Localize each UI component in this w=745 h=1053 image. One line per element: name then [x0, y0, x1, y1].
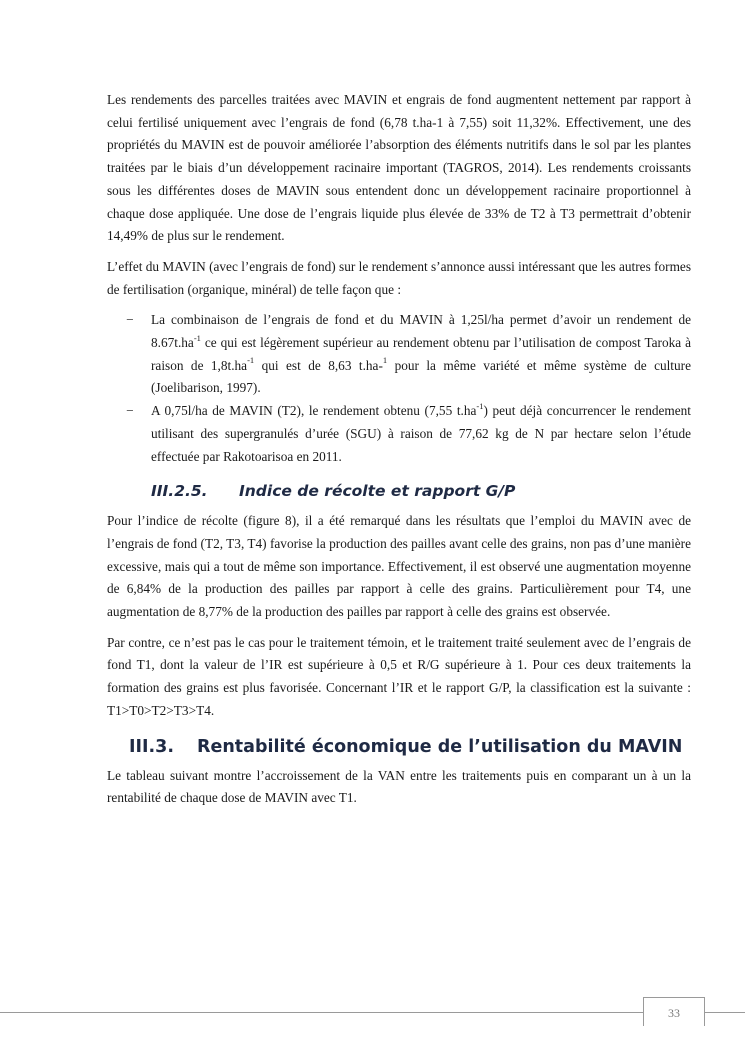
footer-rule: [0, 1012, 745, 1013]
list-item: − A 0,75l/ha de MAVIN (T2), le rendement obtenu (7,55 $t.ha^{-1}$) peut déjà concurrencer le rendement utilisant des supergranulés d’urée (SGU) à raison de 77,62 kg de N par hectare selon l’étude effectuée par Rakotoarisoa en 2011.: [126, 400, 691, 464]
paragraph-tableau-intro: Le tableau suivant montre l’accroissement de la VAN entre les traitements puis en comparant un à un la rentabilité de chaque dose de MAVIN avec T1.: [107, 767, 691, 806]
section-number: III.3.: [129, 736, 175, 757]
list-item: − La combinaison de l’engrais de fond et du MAVIN à 1,25l/ha permet d’avoir un rendement de $8.67t.ha^{-1}$ ce qui est légèrement supérieur au rendement obtenu par l’utilisation de compost Taroka à raison de $1,8t.ha^{-1}$ qui est de 8,63 t.ha-$^1$ pour la même variété et même système de culture (Joelibarison, 1997).: [107, 309, 691, 400]
paragraph-effet-mavin: L’effet du MAVIN (avec l’engrais de fond) sur le rendement s’annonce aussi intéressant que les autres formes de fertilisation (organique, minéral) de telle façon que :: [107, 258, 691, 297]
subsection-title: Indice de récolte et rapport G/P: [239, 482, 516, 501]
subsection-heading: [107, 478, 691, 504]
page-number: 33: [643, 997, 705, 1026]
section-heading: [107, 733, 691, 761]
comparison-list: [107, 309, 691, 468]
subsection-number: III.2.5.: [151, 482, 208, 501]
paragraph-temoin: Par contre, ce n’est pas le cas pour le traitement témoin, et le traitement traité seulement avec de l’engrais de fond T1, dont la valeur de l’IR est supérieure à 0,5 et R/G supérieure à 1. Pour ces deux traitements la formation des grains est plus favorisée. Concernant l’IR et le rapport G/P, la classification est la suivante : T1>T0>T2>T3>T4.: [107, 634, 691, 718]
page-content: [107, 89, 691, 810]
paragraph-rendements: Les rendements des parcelles traitées avec MAVIN et engrais de fond augmentent nettement par rapport à celui fertilisé uniquement avec l’engrais de fond (6,78 t.ha-1 à 7,55) soit 11,32%. Effectivement, une des propriétés du MAVIN est de pouvoir améliorée l’absorption des éléments nutritifs dans le sol par les plantes traitées par le biais d’un développement racinaire important (TAGROS, 2014). Les rendements croissants sous les différentes doses de MAVIN sous entendent donc un développement racinaire proportionnel à chaque dose appliquée. Une dose de l’engrais liquide plus élevée de 33% de T2 à T3 permettrait d’obtenir 14,49% de plus sur le rendement.: [107, 92, 691, 244]
paragraph-indice-recolte: Pour l’indice de récolte (figure 8), il a été remarqué dans les résultats que l’emploi du MAVIN avec de l’engrais de fond (T2, T3, T4) favorise la production des pailles avant celle des grains, non pas d’une manière excessive, mais qui a tout de même son importance. Effectivement, il est observé une augmentation moyenne de 6,84% de la production des pailles par rapport à celle des grains. Particulièrement pour T4, une augmentation de 8,77% de la production des pailles par rapport à celle des grains est observée.: [107, 513, 691, 620]
dash-bullet: −: [126, 403, 134, 419]
dash-bullet: −: [126, 312, 134, 328]
section-title: Rentabilité économique de l’utilisation du MAVIN: [197, 736, 683, 757]
